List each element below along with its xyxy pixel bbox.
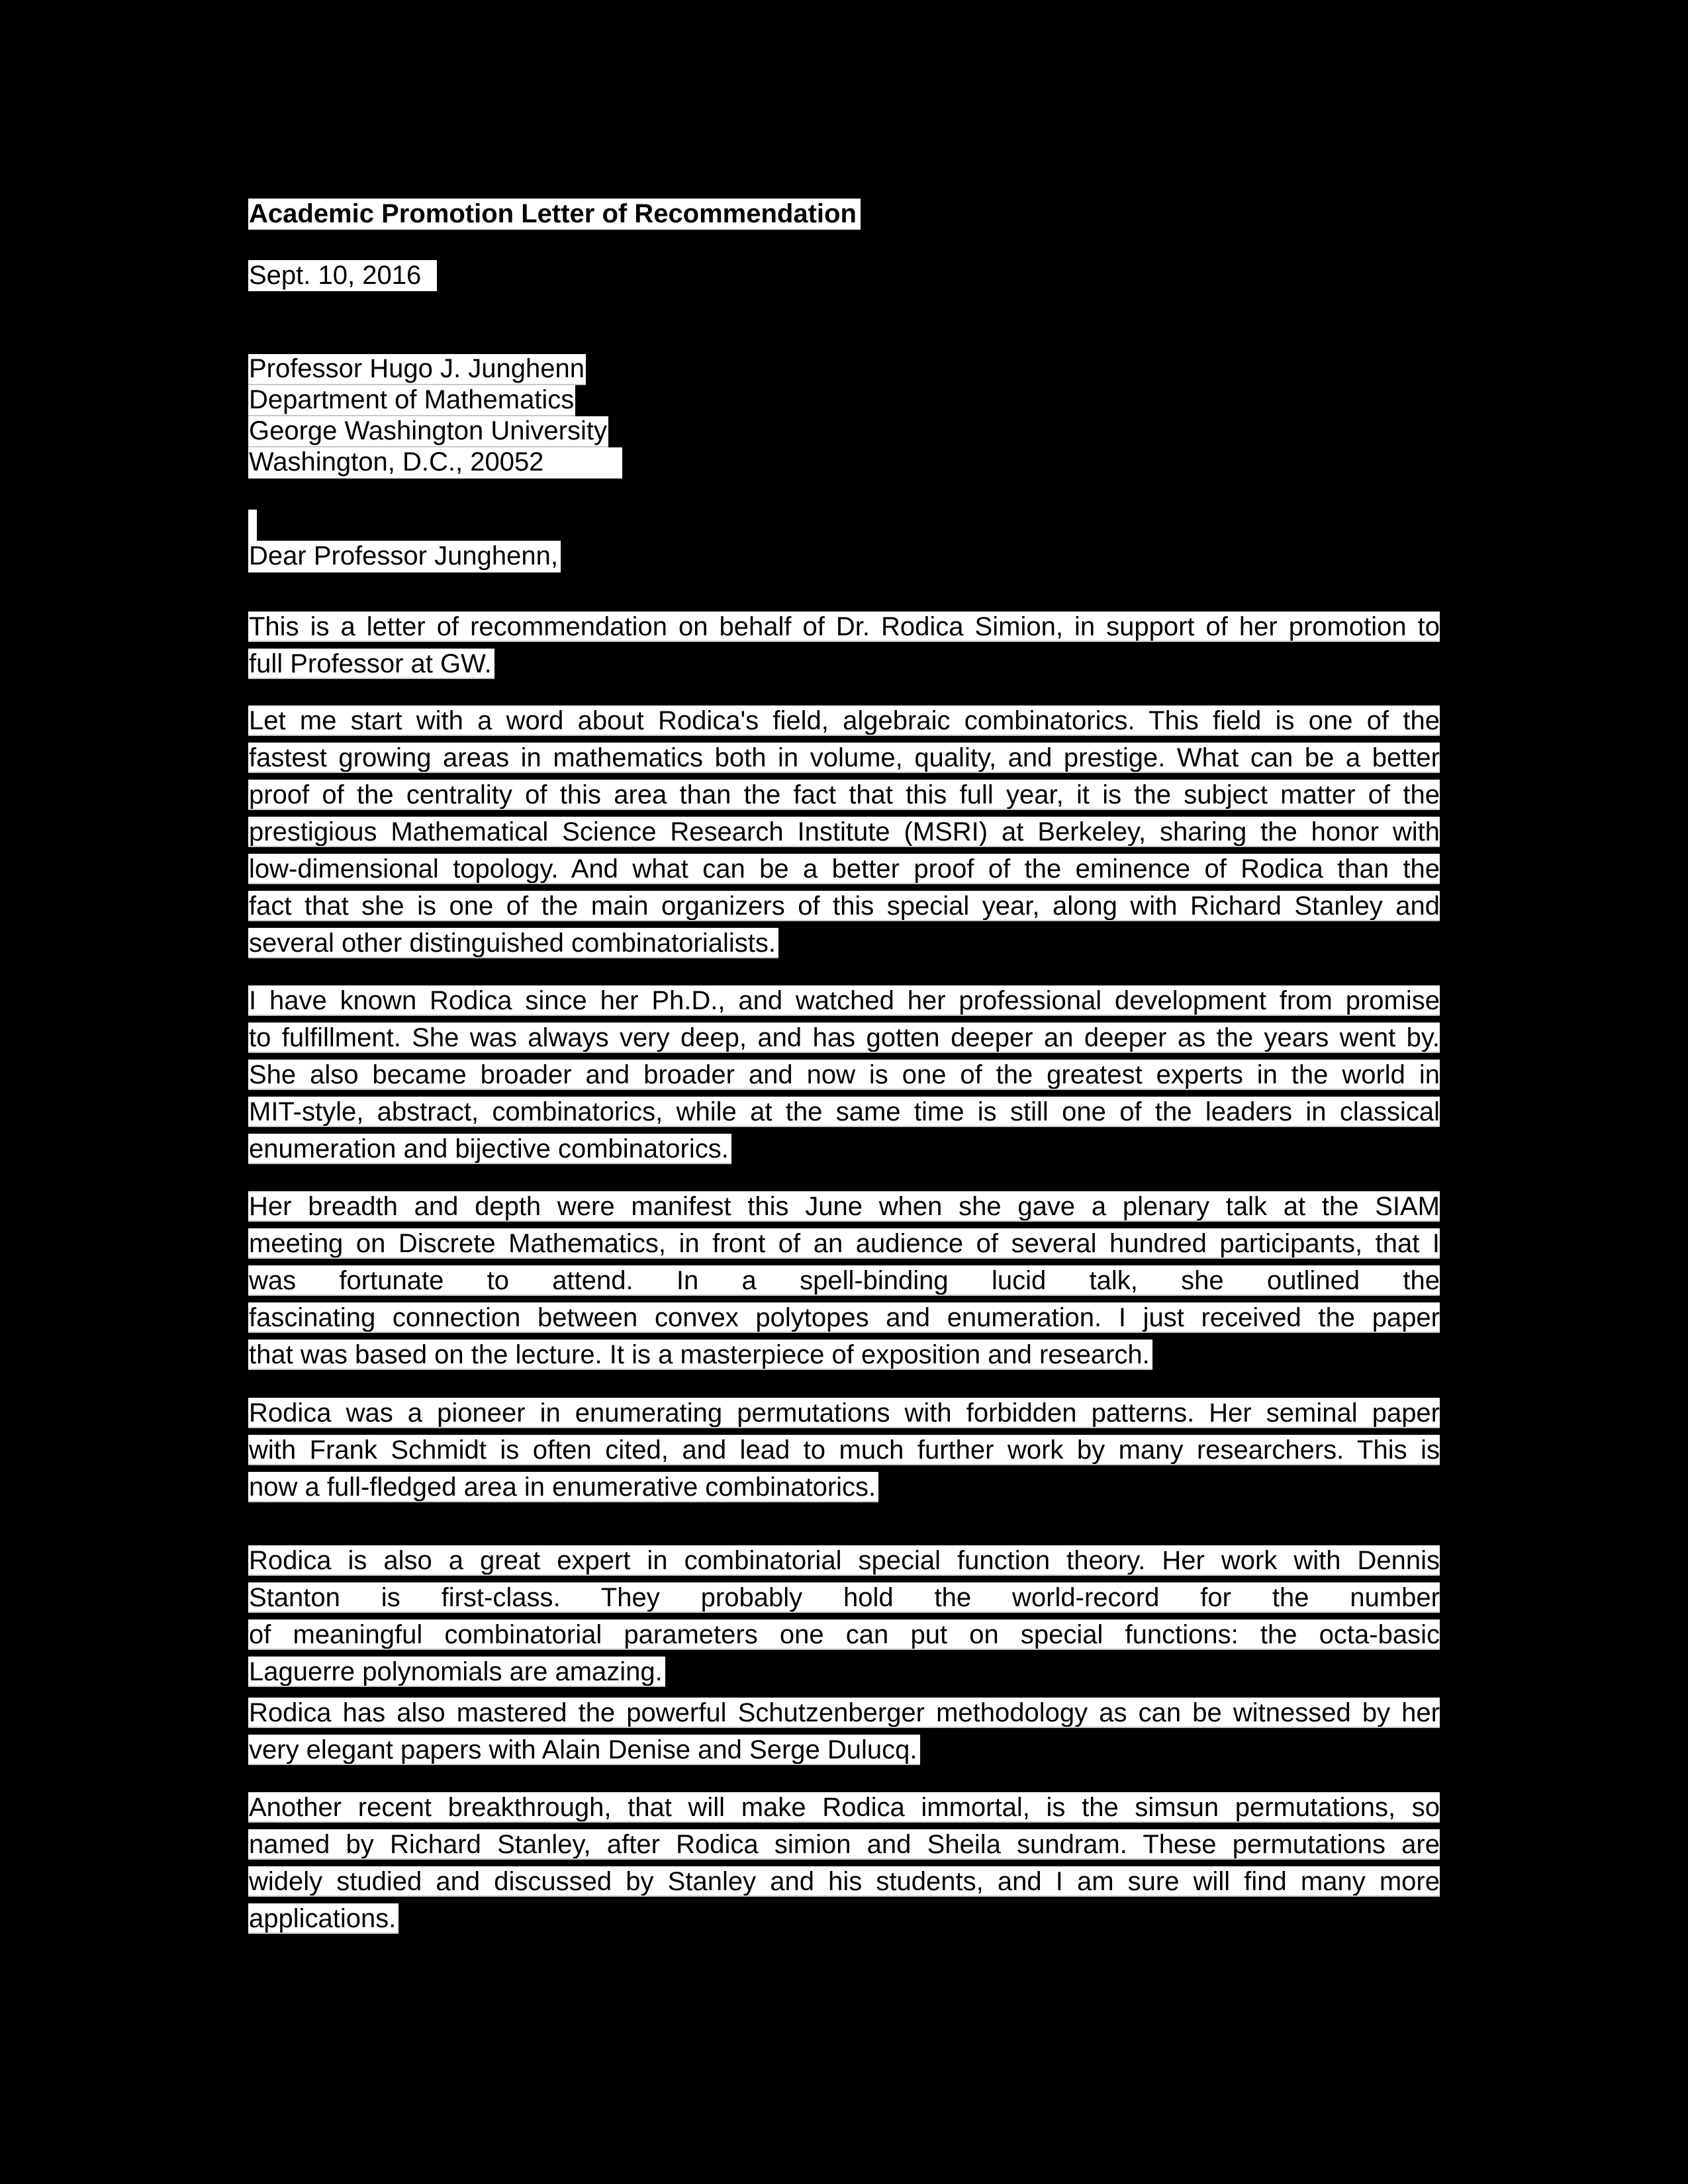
paragraph-line: Rodica is also a great expert in combinatorial special function theory. Her work with Dennis [249,1546,1440,1575]
recipient-name: Professor Hugo J. Junghenn [248,354,586,385]
paragraph-line: She also became broader and broader and now is one of the greatest experts in the world in [249,1060,1440,1089]
paragraph-8 [248,1792,1440,1940]
paragraph-line: widely studied and discussed by Stanley and his students, and I am sure will find many more [249,1867,1440,1896]
paragraph-6 [248,1545,1440,1694]
date-text: Sept. 10, 2016 [248,260,437,291]
paragraph-line: fascinating connection between convex polytopes and enumeration. I just received the paper [249,1303,1440,1332]
recipient-city: Washington, D.C., 20052 [248,447,622,478]
paragraph-line: I have known Rodica since her Ph.D., and watched her professional development from promise [249,986,1440,1015]
paragraph-line: fastest growing areas in mathematics both in volume, quality, and prestige. What can be a better [249,743,1440,772]
paragraph-7 [248,1698,1440,1772]
paragraph-line: MIT-style, abstract, combinatorics, while at the same time is still one of the leaders in classical [249,1097,1440,1126]
paragraph-3 [248,985,1440,1171]
paragraph-line: proof of the centrality of this area than the fact that this full year, it is the subject matter of the [249,780,1440,809]
paragraph-line: This is a letter of recommendation on behalf of Dr. Rodica Simion, in support of her promotion to [249,612,1440,641]
paragraph-line: of meaningful combinatorial parameters one can put on special functions: the octa-basic [249,1620,1440,1649]
letter-date [248,260,437,291]
paragraph-line: Her breadth and depth were manifest this June when she gave a plenary talk at the SIAM [249,1192,1440,1221]
paragraph-line: Another recent breakthrough, that will make Rodica immortal, is the simsun permutations, so [249,1793,1440,1822]
paragraph-line: now a full-fledged area in enumerative combinatorics. [248,1472,878,1502]
recipient-department: Department of Mathematics [248,385,575,416]
paragraph-line: applications. [248,1903,399,1934]
paragraph-line: Let me start with a word about Rodica's field, algebraic combinatorics. This field is one of the [249,706,1440,735]
paragraph-line: meeting on Discrete Mathematics, in front of an audience of several hundred participants, that I [249,1229,1440,1258]
paragraph-line: low-dimensional topology. And what can be a better proof of the eminence of Rodica than the [249,854,1440,884]
paragraph-line: prestigious Mathematical Science Research Institute (MSRI) at Berkeley, sharing the honor with [249,817,1440,846]
paragraph-line: Rodica has also mastered the powerful Schutzenberger methodology as can be witnessed by her [249,1698,1440,1727]
paragraph-line: very elegant papers with Alain Denise and Serge Dulucq. [248,1735,920,1765]
paragraph-line: was fortunate to attend. In a spell-binding lucid talk, she outlined the [249,1266,1440,1295]
paragraph-line: that was based on the lecture. It is a masterpiece of exposition and research. [248,1340,1152,1370]
paragraph-line: Laguerre polynomials are amazing. [248,1657,665,1687]
paragraph-1 [248,612,1440,686]
paragraph-5 [248,1398,1440,1509]
salutation-text: Dear Professor Junghenn, [248,541,561,572]
empty-line-marker [248,510,257,541]
recipient-university: George Washington University [248,416,608,447]
paragraph-4 [248,1191,1440,1377]
paragraph-line: Stanton is first-class. They probably hold the world-record for the number [249,1583,1440,1612]
paragraph-line: full Professor at GW. [248,649,494,679]
title-text: Academic Promotion Letter of Recommendation [248,199,861,230]
paragraph-line: fact that she is one of the main organizers of this special year, along with Richard Stanley and [249,891,1440,921]
paragraph-line: with Frank Schmidt is often cited, and lead to much further work by many researchers. This is [249,1435,1440,1465]
paragraph-line: several other distinguished combinatorialists. [248,928,778,958]
paragraph-line: enumeration and bijective combinatorics. [248,1134,731,1164]
recipient-address [248,354,626,478]
paragraph-line: named by Richard Stanley, after Rodica simion and Sheila sundram. These permutations are [249,1830,1440,1859]
paragraph-line: to fulfillment. She was always very deep, and has gotten deeper an deeper as the years went by. [249,1023,1440,1052]
paragraph-line: Rodica was a pioneer in enumerating permutations with forbidden patterns. Her seminal paper [249,1398,1440,1428]
letter-title [248,199,861,230]
paragraph-2 [248,705,1440,965]
salutation [248,541,561,572]
